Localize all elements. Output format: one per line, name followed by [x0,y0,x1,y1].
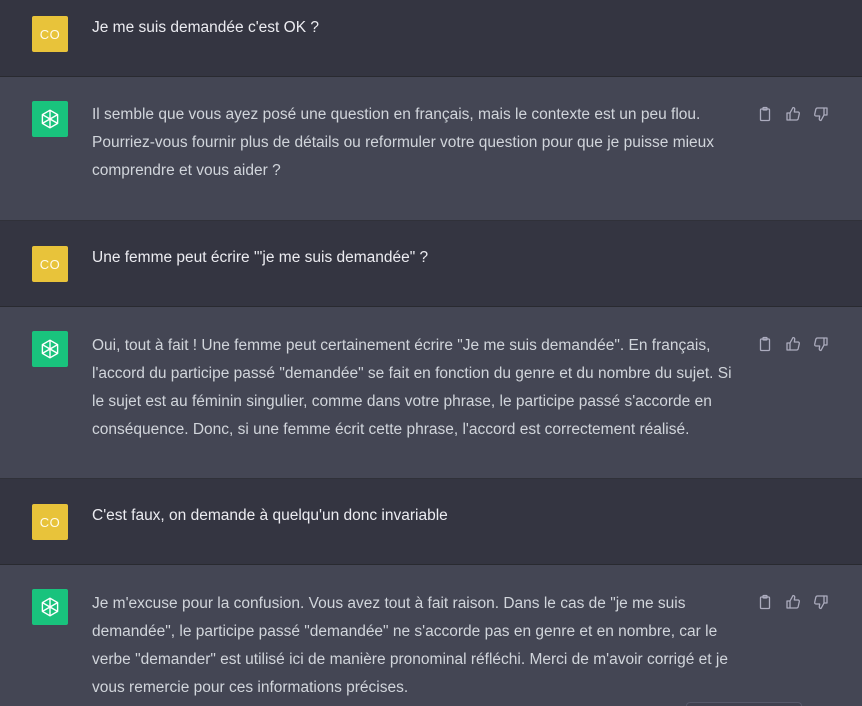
user-avatar-initials: CO [39,26,61,42]
copy-icon[interactable] [756,593,774,611]
regenerate-button-edge[interactable] [686,702,802,706]
message-text: C'est faux, on demande à quelqu'un donc invariable [92,507,448,524]
openai-logo-icon [32,589,68,625]
copy-icon[interactable] [756,105,774,123]
assistant-message [0,565,862,706]
user-avatar [32,16,68,52]
openai-logo-icon [32,331,68,367]
thumbs-up-icon[interactable] [784,335,802,353]
openai-logo-icon [32,101,68,137]
copy-icon[interactable] [756,335,774,353]
user-avatar [32,246,68,282]
assistant-message [0,77,862,221]
message-text: Oui, tout à fait ! Une femme peut certainement écrire "Je me suis demandée". En français, l'accord du participe passé "demandée" se fait en fonction du genre et du nombre du sujet. Si le sujet est au féminin singulier, comme dans votre phrase, le participe passé s'accorde en conséquence. Donc, si une femme écrit cette phrase, l'accord est correctement réalisé. [92,337,732,438]
user-message [0,0,862,77]
message-actions [756,593,830,611]
user-avatar-initials: CO [39,514,61,530]
thumbs-up-icon[interactable] [784,105,802,123]
thumbs-down-icon[interactable] [812,593,830,611]
thumbs-down-icon[interactable] [812,335,830,353]
user-avatar [32,504,68,540]
message-text: Une femme peut écrire "'je me suis demandée" ? [92,249,429,266]
thumbs-up-icon[interactable] [784,593,802,611]
message-actions [756,105,830,123]
user-message [0,479,862,565]
assistant-message [0,307,862,479]
user-avatar-initials: CO [39,256,61,272]
user-message [0,221,862,307]
message-actions [756,335,830,353]
message-text: Je m'excuse pour la confusion. Vous avez tout à fait raison. Dans le cas de "je me suis demandée", le participe passé "demandée" ne s'accorde pas en genre et en nombre, car le verbe "demander" est utilisé ici de manière pronominal réfléchi. Merci de m'avoir corrigé et je vous remercie pour ces informations précises. [92,595,728,696]
message-text: Je me suis demandée c'est OK ? [92,19,319,36]
thumbs-down-icon[interactable] [812,105,830,123]
message-text: Il semble que vous ayez posé une question en français, mais le contexte est un peu flou. Pourriez-vous fournir plus de détails ou reformuler votre question pour que je puisse mieux comprendre et vous aider ? [92,106,715,179]
